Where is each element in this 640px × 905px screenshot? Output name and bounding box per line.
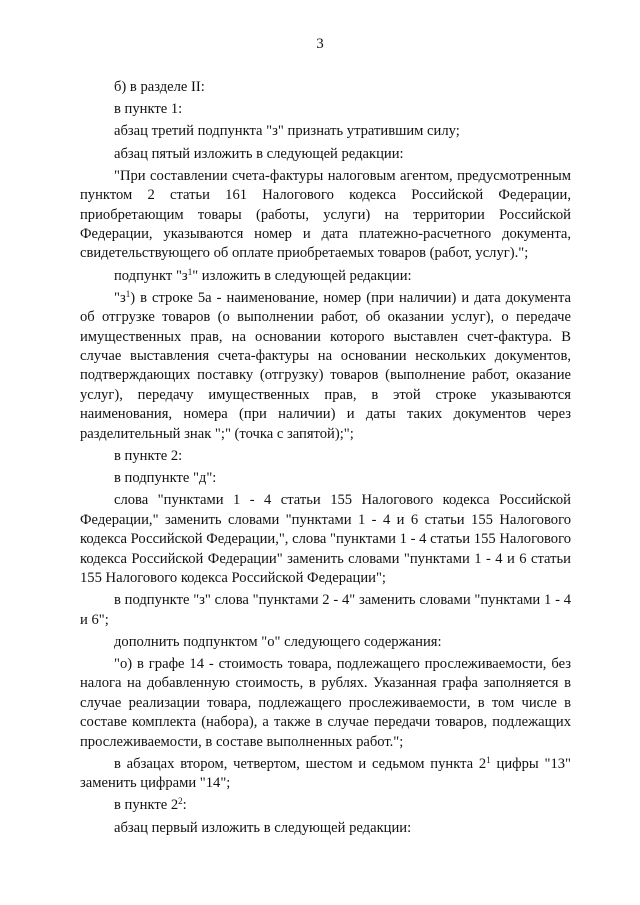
text-run: подпункт "з xyxy=(114,267,188,284)
superscript: 1 xyxy=(187,266,193,277)
quoted-paragraph xyxy=(80,289,571,444)
point-heading: в пункте 1: xyxy=(114,101,183,118)
amendment-paragraph: абзац пятый изложить в следующей редакции: xyxy=(114,145,404,162)
page-number: 3 xyxy=(316,36,324,52)
amendment-paragraph: абзац третий подпункта "з" признать утратившим силу; xyxy=(114,123,460,140)
point-heading xyxy=(80,796,571,815)
amendment-paragraph: абзац первый изложить в следующей редакции: xyxy=(114,819,412,836)
amendment-paragraph: в подпункте "з" слова "пунктами 2 - 4" заменить словами "пунктами 1 - 4 и 6"; xyxy=(80,592,571,628)
amendment-paragraph xyxy=(80,755,571,794)
amendment-paragraph: слова "пунктами 1 - 4 статьи 155 Налогового кодекса Российской Федерации," заменить словами "пунктами 1 - 4 и 6 статьи 155 Налогового кодекса Российской Федерации,", слова "пунктами 1 - 4 статьи 155 Налогового кодекса Российской Федерации" заменить словами "пунктами 1 - 4 и 6 статьи 155 Налогового кодекса Российской Федерации"; xyxy=(80,492,571,586)
text-run: цифры "13" заменить цифрами "14"; xyxy=(80,755,571,792)
superscript: 2 xyxy=(178,796,183,807)
superscript: 1 xyxy=(125,288,131,299)
text-run: : xyxy=(182,797,187,814)
superscript: 1 xyxy=(486,754,491,765)
text-run: " изложить в следующей редакции: xyxy=(192,267,412,284)
text-run: в пункте 2 xyxy=(114,797,179,814)
section-heading: б) в разделе II: xyxy=(114,79,205,95)
text-run: "з xyxy=(114,289,126,306)
amendment-paragraph: дополнить подпунктом "о" следующего содержания: xyxy=(114,633,442,650)
text-run: в абзацах втором, четвертом, шестом и седьмом пункта 2 xyxy=(114,755,487,772)
quoted-paragraph: "При составлении счета-фактуры налоговым агентом, предусмотренным пунктом 2 статьи 161 Налогового кодекса Российской Федерации, приобретающим товары (работы, услуги) на территории Российской Федерации, указываются номер и дата платежно-расчетного документа, свидетельствующего об оплате приобретаемых товаров (работ, услуг)."; xyxy=(80,167,571,262)
subpoint-heading: в подпункте "д": xyxy=(114,470,217,487)
document-body xyxy=(80,78,571,841)
point-heading: в пункте 2: xyxy=(114,447,183,464)
text-run: ) в строке 5а - наименование, номер (при наличии) и дата документа об отгрузке товаров (о выполнении работ, об оказании услуг), о передаче имущественных прав, на основании которого выставлен счет-фактура. В случае выставления счета-фактуры на основании нескольких документов, подтверждающих поставку (отгрузку) товаров (выполнение работ, оказание услуг), передачу имущественных прав, в этой строке указываются наименования, номера (при наличии) и даты таких документов через разделительный знак ";" (точка с запятой);"; xyxy=(80,289,571,442)
quoted-paragraph: "о) в графе 14 - стоимость товара, подлежащего прослеживаемости, без налога на добавленную стоимость, в рублях. Указанная графа заполняется в случае реализации товара, подлежащего прослеживаемости, в том числе в составе комплекта (набора), а также в случае передачи товаров, подлежащих прослеживаемости, в составе выполненных работ."; xyxy=(80,655,571,750)
amendment-paragraph xyxy=(80,267,571,286)
